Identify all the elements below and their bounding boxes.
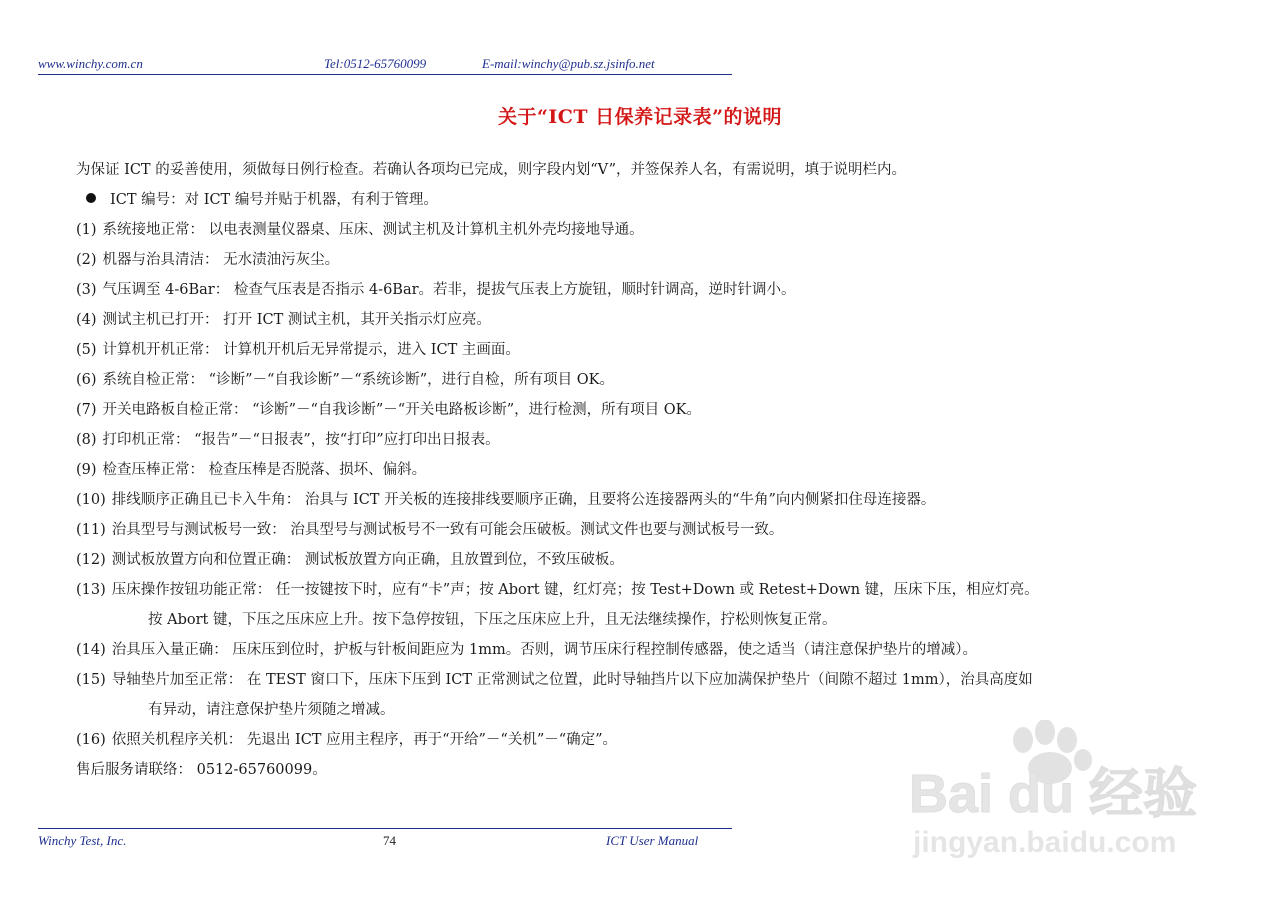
service-contact: 售后服务请联络： 0512-65760099。 [76, 762, 327, 778]
item-continuation: 有异动，请注意保护垫片须随之增减。 [148, 702, 395, 718]
item-text: 依照关机程序关机： 先退出 ICT 应用主程序，再于“开给”－“关机”－“确定”。 [111, 732, 618, 748]
item-number: (13) [76, 582, 106, 598]
header-tel: Tel:0512-65760099 [324, 56, 427, 71]
item-text: 气压调至 4-6Bar： 检查气压表是否指示 4-6Bar。若非，提拔气压表上方旋钮，顺时针调高，逆时针调小。 [102, 282, 796, 298]
item-number: (6) [76, 372, 97, 388]
header-rule [38, 74, 732, 75]
checklist-item [76, 635, 1256, 665]
page-header [38, 56, 738, 76]
item-number: (8) [76, 432, 97, 448]
checklist-item [76, 275, 1256, 305]
item-number: (2) [76, 252, 97, 268]
item-text: 导轴垫片加至正常： 在 TEST 窗口下，压床下压到 ICT 正常测试之位置，此时导轴挡片以下应加满保护垫片（间隙不超过 1mm），治具高度如 [111, 672, 1033, 688]
item-text: 压床操作按钮功能正常： 任一按键按下时，应有“卡”声；按 Abort 键，红灯亮；按 Test+Down 或 Retest+Down 键，压床下压，相应灯亮。 [111, 582, 1039, 598]
item-text: 治具压入量正确： 压床压到位时，护板与针板间距应为 1mm。否则，调节压床行程控制传感器，使之适当（请注意保护垫片的增减）。 [111, 642, 977, 658]
checklist-item [76, 305, 1256, 335]
item-text: 计算机开机正常： 计算机开机后无异常提示，进入 ICT 主画面。 [102, 342, 520, 358]
item-number: (5) [76, 342, 97, 358]
header-email[interactable]: E-mail:winchy@pub.sz.jsinfo.net [482, 56, 655, 71]
item-number: (9) [76, 462, 97, 478]
item-text: 测试主机已打开： 打开 ICT 测试主机，其开关指示灯应亮。 [102, 312, 491, 328]
item-number: (3) [76, 282, 97, 298]
checklist-item [76, 545, 1256, 575]
item-number: (15) [76, 672, 106, 688]
page-footer [38, 833, 738, 853]
item-number: (14) [76, 642, 106, 658]
item-text: 开关电路板自检正常： “诊断”－“自我诊断”－“开关电路板诊断”，进行检测，所有项目 OK。 [102, 402, 701, 418]
page-title: 关于“ICT 日保养记录表”的说明 [497, 106, 783, 128]
item-number: (7) [76, 402, 97, 418]
item-text: 排线顺序正确且已卡入牛角： 治具与 ICT 开关板的连接排线要顺序正确，且要将公连接器两头的“牛角”向内侧紧扣住母连接器。 [111, 492, 936, 508]
watermark-url: jingyan.baidu.com [913, 826, 1177, 859]
item-number: (11) [76, 522, 106, 538]
item-text: 系统自检正常： “诊断”－“自我诊断”－“系统诊断”，进行自检，所有项目 OK。 [102, 372, 614, 388]
checklist-item [76, 455, 1256, 485]
checklist-item [76, 335, 1256, 365]
item-text: 测试板放置方向和位置正确： 测试板放置方向正确，且放置到位，不致压破板。 [111, 552, 624, 568]
item-text: 机器与治具清洁： 无水渍油污灰尘。 [102, 252, 340, 268]
checklist-item [76, 665, 1256, 695]
item-text: 打印机正常： “报告”－“日报表”，按“打印”应打印出日报表。 [102, 432, 500, 448]
checklist-item [76, 575, 1256, 605]
item-number: (1) [76, 222, 97, 238]
footer-rule [38, 828, 732, 829]
checklist [76, 215, 1256, 755]
checklist-item [76, 395, 1256, 425]
item-text: 系统接地正常： 以电表测量仪器桌、压床、测试主机及计算机主机外壳均接地导通。 [102, 222, 644, 238]
bullet-item [76, 185, 1256, 215]
checklist-item [76, 485, 1256, 515]
checklist-item [76, 515, 1256, 545]
header-website[interactable]: www.winchy.com.cn [38, 56, 143, 71]
item-number: (10) [76, 492, 106, 508]
item-number: (12) [76, 552, 106, 568]
page-number: 74 [383, 833, 396, 848]
checklist-item [76, 425, 1256, 455]
baidu-jingyan-watermark [905, 720, 1235, 870]
footer-company: Winchy Test, Inc. [38, 833, 127, 848]
checklist-item [76, 365, 1256, 395]
watermark-logo: Bai du 经验 [909, 764, 1198, 824]
item-continuation: 按 Abort 键，下压之压床应上升。按下急停按钮，下压之压床应上升，且无法继续操作，拧松则恢复正常。 [148, 612, 837, 628]
item-number: (16) [76, 732, 106, 748]
bullet-text: ICT 编号：对 ICT 编号并贴于机器，有利于管理。 [110, 192, 438, 208]
document-body [76, 155, 1256, 785]
checklist-item [76, 215, 1256, 245]
footer-manual: ICT User Manual [606, 833, 699, 848]
item-number: (4) [76, 312, 97, 328]
item-text: 检查压棒正常： 检查压棒是否脱落、损坏、偏斜。 [102, 462, 427, 478]
bullet-icon [86, 193, 96, 203]
intro-paragraph: 为保证 ICT 的妥善使用，须做每日例行检查。若确认各项均已完成，则字段内划“V”，并签保养人名，有需说明，填于说明栏内。 [76, 162, 907, 178]
checklist-item [76, 245, 1256, 275]
item-text: 治具型号与测试板号一致： 治具型号与测试板号不一致有可能会压破板。测试文件也要与测试板号一致。 [111, 522, 784, 538]
